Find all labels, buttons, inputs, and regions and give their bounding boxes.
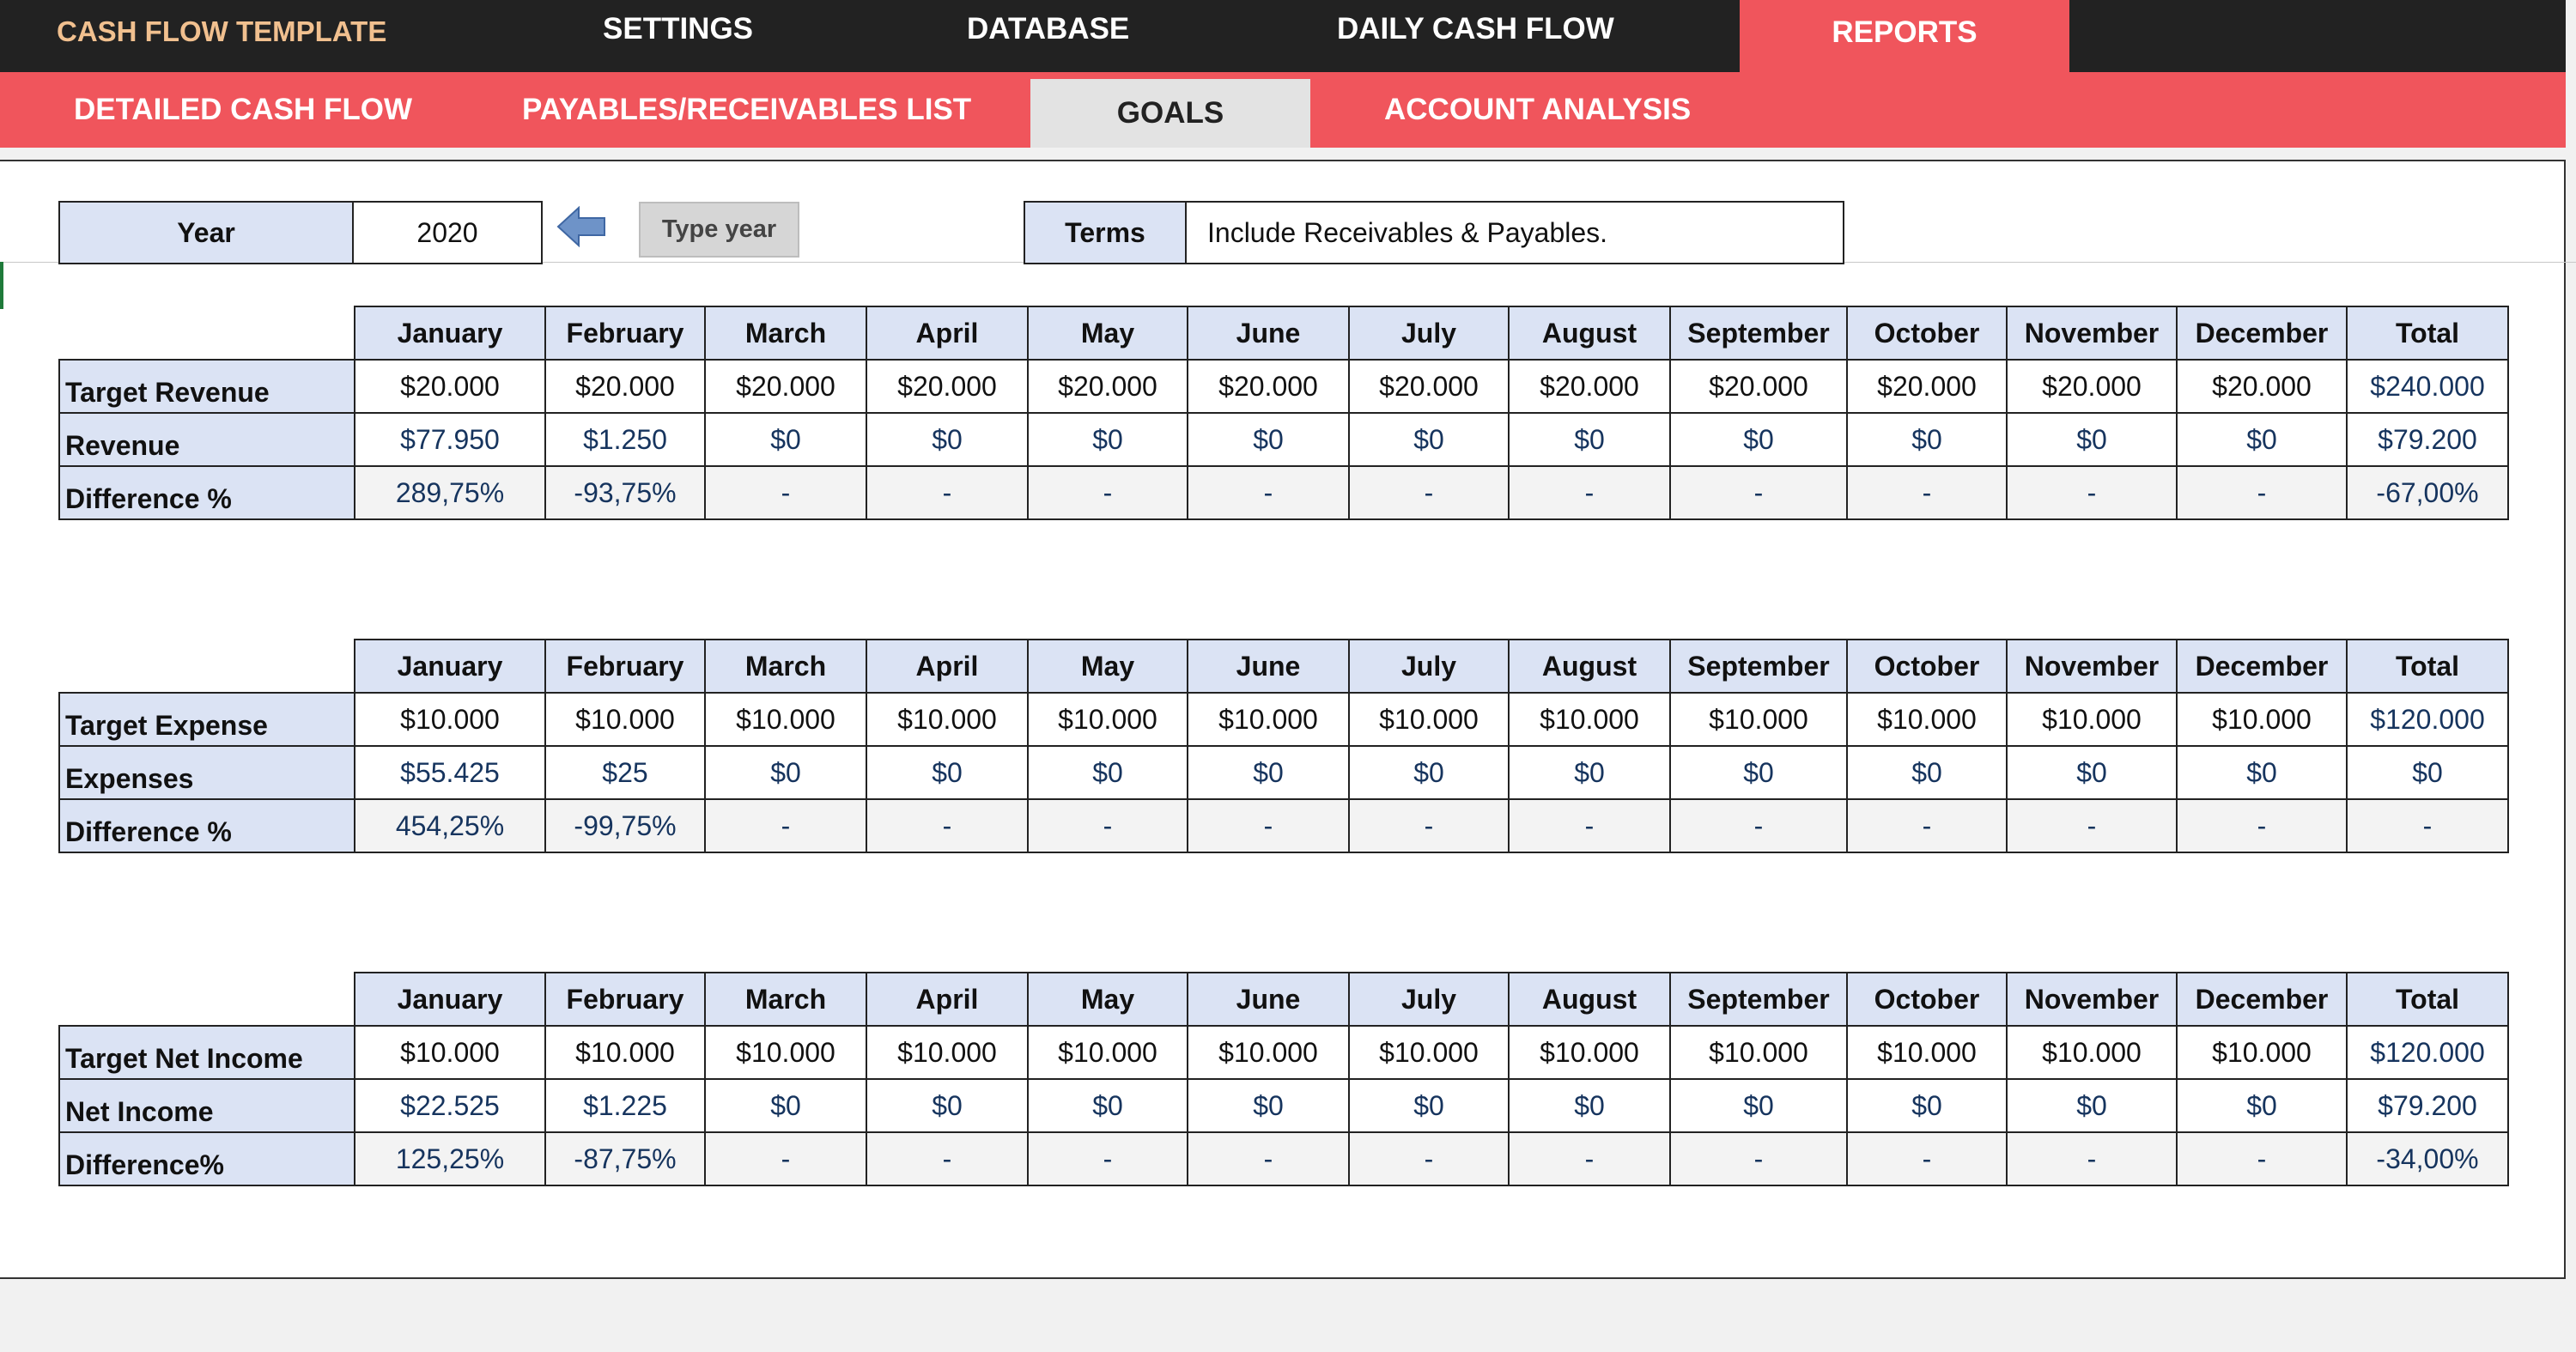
- header-blank-cell: [59, 973, 355, 1026]
- value-cell[interactable]: -: [1028, 799, 1188, 852]
- value-cell[interactable]: $0: [1670, 746, 1847, 799]
- column-header: February: [545, 640, 705, 693]
- value-cell[interactable]: -: [2007, 466, 2177, 519]
- row-label: Difference%: [59, 1132, 355, 1185]
- value-cell[interactable]: -: [866, 1132, 1028, 1185]
- column-header: August: [1509, 640, 1670, 693]
- value-cell[interactable]: -: [1670, 466, 1847, 519]
- header-blank-cell: [59, 640, 355, 693]
- column-header: June: [1188, 640, 1349, 693]
- value-cell[interactable]: $10.000: [355, 693, 545, 746]
- value-cell[interactable]: $25: [545, 746, 705, 799]
- row-label: Revenue: [59, 413, 355, 466]
- total-cell[interactable]: $240.000: [2347, 360, 2508, 413]
- value-cell[interactable]: $0: [2177, 746, 2347, 799]
- column-header: July: [1349, 973, 1509, 1026]
- value-cell[interactable]: $10.000: [1028, 1026, 1188, 1079]
- value-cell[interactable]: $55.425: [355, 746, 545, 799]
- row-label: Expenses: [59, 746, 355, 799]
- value-cell[interactable]: $0: [1670, 413, 1847, 466]
- total-cell[interactable]: -: [2347, 799, 2508, 852]
- value-cell[interactable]: $22.525: [355, 1079, 545, 1132]
- value-cell[interactable]: $10.000: [1188, 1026, 1349, 1079]
- row-label: Difference %: [59, 799, 355, 852]
- value-cell[interactable]: -: [2177, 799, 2347, 852]
- value-cell[interactable]: $20.000: [1847, 360, 2007, 413]
- value-cell[interactable]: $10.000: [545, 693, 705, 746]
- value-cell[interactable]: $10.000: [1670, 693, 1847, 746]
- column-header: March: [705, 640, 866, 693]
- value-cell[interactable]: $0: [866, 746, 1028, 799]
- expense-goals-table: [58, 639, 2509, 853]
- value-cell[interactable]: -: [2007, 799, 2177, 852]
- value-cell[interactable]: $10.000: [1670, 1026, 1847, 1079]
- value-cell[interactable]: -87,75%: [545, 1132, 705, 1185]
- year-label: Year: [58, 201, 354, 264]
- value-cell[interactable]: -: [1670, 799, 1847, 852]
- column-header: October: [1847, 973, 2007, 1026]
- value-cell[interactable]: $0: [1188, 746, 1349, 799]
- nav-daily-cash-flow[interactable]: DAILY CASH FLOW: [1337, 12, 1614, 45]
- value-cell[interactable]: $0: [2177, 413, 2347, 466]
- terms-label: Terms: [1024, 201, 1187, 264]
- value-cell[interactable]: -: [1847, 799, 2007, 852]
- table-row: [59, 466, 2508, 519]
- value-cell[interactable]: $0: [1188, 1079, 1349, 1132]
- value-cell[interactable]: 454,25%: [355, 799, 545, 852]
- terms-value[interactable]: Include Receivables & Payables.: [1185, 201, 1844, 264]
- value-cell[interactable]: $0: [1509, 1079, 1670, 1132]
- value-cell[interactable]: $20.000: [2177, 360, 2347, 413]
- value-cell[interactable]: $10.000: [1349, 1026, 1509, 1079]
- column-header: January: [355, 306, 545, 360]
- tab-goals[interactable]: GOALS: [1030, 79, 1310, 148]
- net-income-goals-table: [58, 972, 2509, 1186]
- value-cell[interactable]: $20.000: [705, 360, 866, 413]
- column-header: January: [355, 973, 545, 1026]
- column-header: May: [1028, 306, 1188, 360]
- value-cell[interactable]: 289,75%: [355, 466, 545, 519]
- value-cell[interactable]: $10.000: [1188, 693, 1349, 746]
- total-cell[interactable]: $120.000: [2347, 693, 2508, 746]
- column-header: April: [866, 640, 1028, 693]
- value-cell[interactable]: $20.000: [355, 360, 545, 413]
- table-row: [59, 799, 2508, 852]
- tab-payables-receivables-list[interactable]: PAYABLES/RECEIVABLES LIST: [522, 93, 972, 126]
- value-cell[interactable]: $0: [705, 413, 866, 466]
- value-cell[interactable]: $0: [2007, 413, 2177, 466]
- value-cell[interactable]: $0: [1188, 413, 1349, 466]
- value-cell[interactable]: $10.000: [1028, 693, 1188, 746]
- value-cell[interactable]: $20.000: [2007, 360, 2177, 413]
- column-header: December: [2177, 306, 2347, 360]
- value-cell[interactable]: -: [2007, 1132, 2177, 1185]
- column-header: Total: [2347, 973, 2508, 1026]
- value-cell[interactable]: $10.000: [705, 1026, 866, 1079]
- value-cell[interactable]: $0: [1847, 413, 2007, 466]
- row-label: Difference %: [59, 466, 355, 519]
- arrow-left-icon: [556, 206, 606, 247]
- value-cell[interactable]: -: [1349, 799, 1509, 852]
- header-blank-cell: [59, 306, 355, 360]
- value-cell[interactable]: -93,75%: [545, 466, 705, 519]
- nav-database[interactable]: DATABASE: [967, 12, 1130, 45]
- value-cell[interactable]: $0: [2007, 746, 2177, 799]
- value-cell[interactable]: 125,25%: [355, 1132, 545, 1185]
- value-cell[interactable]: $10.000: [1509, 1026, 1670, 1079]
- total-cell[interactable]: $0: [2347, 746, 2508, 799]
- value-cell[interactable]: -: [1188, 466, 1349, 519]
- value-cell[interactable]: $10.000: [545, 1026, 705, 1079]
- row-label: Net Income: [59, 1079, 355, 1132]
- column-header: June: [1188, 306, 1349, 360]
- value-cell[interactable]: $0: [2007, 1079, 2177, 1132]
- value-cell[interactable]: $0: [1028, 746, 1188, 799]
- column-header: November: [2007, 306, 2177, 360]
- value-cell[interactable]: -: [1188, 1132, 1349, 1185]
- value-cell[interactable]: -: [1188, 799, 1349, 852]
- value-cell[interactable]: -: [1847, 1132, 2007, 1185]
- value-cell[interactable]: $10.000: [1509, 693, 1670, 746]
- total-cell[interactable]: $79.200: [2347, 1079, 2508, 1132]
- value-cell[interactable]: $20.000: [1349, 360, 1509, 413]
- column-header: January: [355, 640, 545, 693]
- value-cell[interactable]: $10.000: [866, 1026, 1028, 1079]
- value-cell[interactable]: $0: [1349, 413, 1509, 466]
- value-cell[interactable]: $20.000: [545, 360, 705, 413]
- column-header: August: [1509, 306, 1670, 360]
- row-label: Target Revenue: [59, 360, 355, 413]
- column-header: November: [2007, 973, 2177, 1026]
- tab-account-analysis[interactable]: ACCOUNT ANALYSIS: [1384, 93, 1692, 126]
- column-header: June: [1188, 973, 1349, 1026]
- value-cell[interactable]: -: [1028, 1132, 1188, 1185]
- value-cell[interactable]: -: [1349, 1132, 1509, 1185]
- value-cell[interactable]: $20.000: [1028, 360, 1188, 413]
- column-header: April: [866, 306, 1028, 360]
- value-cell[interactable]: $1.225: [545, 1079, 705, 1132]
- cell-selection-marker: [0, 262, 3, 309]
- column-header: March: [705, 306, 866, 360]
- table-row: [59, 746, 2508, 799]
- value-cell[interactable]: $20.000: [1670, 360, 1847, 413]
- value-cell[interactable]: $0: [705, 746, 866, 799]
- value-cell[interactable]: $0: [1509, 413, 1670, 466]
- value-cell[interactable]: $0: [1349, 1079, 1509, 1132]
- value-cell[interactable]: $0: [1349, 746, 1509, 799]
- column-header: July: [1349, 306, 1509, 360]
- value-cell[interactable]: -: [1509, 799, 1670, 852]
- value-cell[interactable]: $10.000: [866, 693, 1028, 746]
- value-cell[interactable]: -: [705, 1132, 866, 1185]
- column-header: October: [1847, 640, 2007, 693]
- table-row: [59, 1026, 2508, 1079]
- value-cell[interactable]: $10.000: [355, 1026, 545, 1079]
- value-cell[interactable]: $20.000: [1188, 360, 1349, 413]
- value-cell[interactable]: $0: [1847, 1079, 2007, 1132]
- total-cell[interactable]: -34,00%: [2347, 1132, 2508, 1185]
- total-cell[interactable]: $79.200: [2347, 413, 2508, 466]
- column-header: February: [545, 306, 705, 360]
- column-header: August: [1509, 973, 1670, 1026]
- value-cell[interactable]: $10.000: [705, 693, 866, 746]
- value-cell[interactable]: $1.250: [545, 413, 705, 466]
- value-cell[interactable]: $20.000: [866, 360, 1028, 413]
- value-cell[interactable]: -: [2177, 466, 2347, 519]
- row-label: Target Net Income: [59, 1026, 355, 1079]
- value-cell[interactable]: $0: [1028, 1079, 1188, 1132]
- value-cell[interactable]: $10.000: [2007, 1026, 2177, 1079]
- column-header: May: [1028, 973, 1188, 1026]
- value-cell[interactable]: -: [866, 799, 1028, 852]
- value-cell[interactable]: $10.000: [1349, 693, 1509, 746]
- value-cell[interactable]: -: [1670, 1132, 1847, 1185]
- value-cell[interactable]: -: [1028, 466, 1188, 519]
- value-cell[interactable]: $77.950: [355, 413, 545, 466]
- value-cell[interactable]: -: [2177, 1132, 2347, 1185]
- column-header: July: [1349, 640, 1509, 693]
- table-row: [59, 360, 2508, 413]
- value-cell[interactable]: -: [705, 466, 866, 519]
- column-header: May: [1028, 640, 1188, 693]
- table-row: [59, 693, 2508, 746]
- table-row: [59, 1079, 2508, 1132]
- type-year-button[interactable]: Type year: [639, 202, 799, 258]
- value-cell[interactable]: $10.000: [1847, 693, 2007, 746]
- value-cell[interactable]: $0: [1509, 746, 1670, 799]
- value-cell[interactable]: $10.000: [2177, 693, 2347, 746]
- value-cell[interactable]: -: [1349, 466, 1509, 519]
- column-header: September: [1670, 640, 1847, 693]
- value-cell[interactable]: $0: [1847, 746, 2007, 799]
- value-cell[interactable]: $20.000: [1509, 360, 1670, 413]
- tab-detailed-cash-flow[interactable]: DETAILED CASH FLOW: [74, 93, 413, 126]
- nav-reports[interactable]: REPORTS: [1740, 0, 2069, 72]
- value-cell[interactable]: $10.000: [1847, 1026, 2007, 1079]
- column-header: December: [2177, 640, 2347, 693]
- value-cell[interactable]: $10.000: [2007, 693, 2177, 746]
- column-header: Total: [2347, 640, 2508, 693]
- value-cell[interactable]: -99,75%: [545, 799, 705, 852]
- value-cell[interactable]: $0: [1670, 1079, 1847, 1132]
- value-cell[interactable]: -: [705, 799, 866, 852]
- value-cell[interactable]: -: [1509, 466, 1670, 519]
- column-header: April: [866, 973, 1028, 1026]
- app-brand[interactable]: CASH FLOW TEMPLATE: [57, 15, 387, 47]
- total-cell[interactable]: $120.000: [2347, 1026, 2508, 1079]
- column-header: Total: [2347, 306, 2508, 360]
- year-input[interactable]: 2020: [352, 201, 543, 264]
- value-cell[interactable]: -: [1847, 466, 2007, 519]
- column-header: March: [705, 973, 866, 1026]
- value-cell[interactable]: -: [866, 466, 1028, 519]
- column-header: October: [1847, 306, 2007, 360]
- column-header: December: [2177, 973, 2347, 1026]
- column-header: September: [1670, 306, 1847, 360]
- value-cell[interactable]: $0: [866, 413, 1028, 466]
- table-row: [59, 1132, 2508, 1185]
- column-header: November: [2007, 640, 2177, 693]
- revenue-goals-table: [58, 306, 2509, 520]
- row-label: Target Expense: [59, 693, 355, 746]
- value-cell[interactable]: $0: [866, 1079, 1028, 1132]
- value-cell[interactable]: $10.000: [2177, 1026, 2347, 1079]
- nav-settings[interactable]: SETTINGS: [603, 12, 754, 45]
- table-row: [59, 413, 2508, 466]
- column-header: February: [545, 973, 705, 1026]
- value-cell[interactable]: $0: [1028, 413, 1188, 466]
- column-header: September: [1670, 973, 1847, 1026]
- value-cell[interactable]: $0: [2177, 1079, 2347, 1132]
- total-cell[interactable]: -67,00%: [2347, 466, 2508, 519]
- value-cell[interactable]: $0: [705, 1079, 866, 1132]
- value-cell[interactable]: -: [1509, 1132, 1670, 1185]
